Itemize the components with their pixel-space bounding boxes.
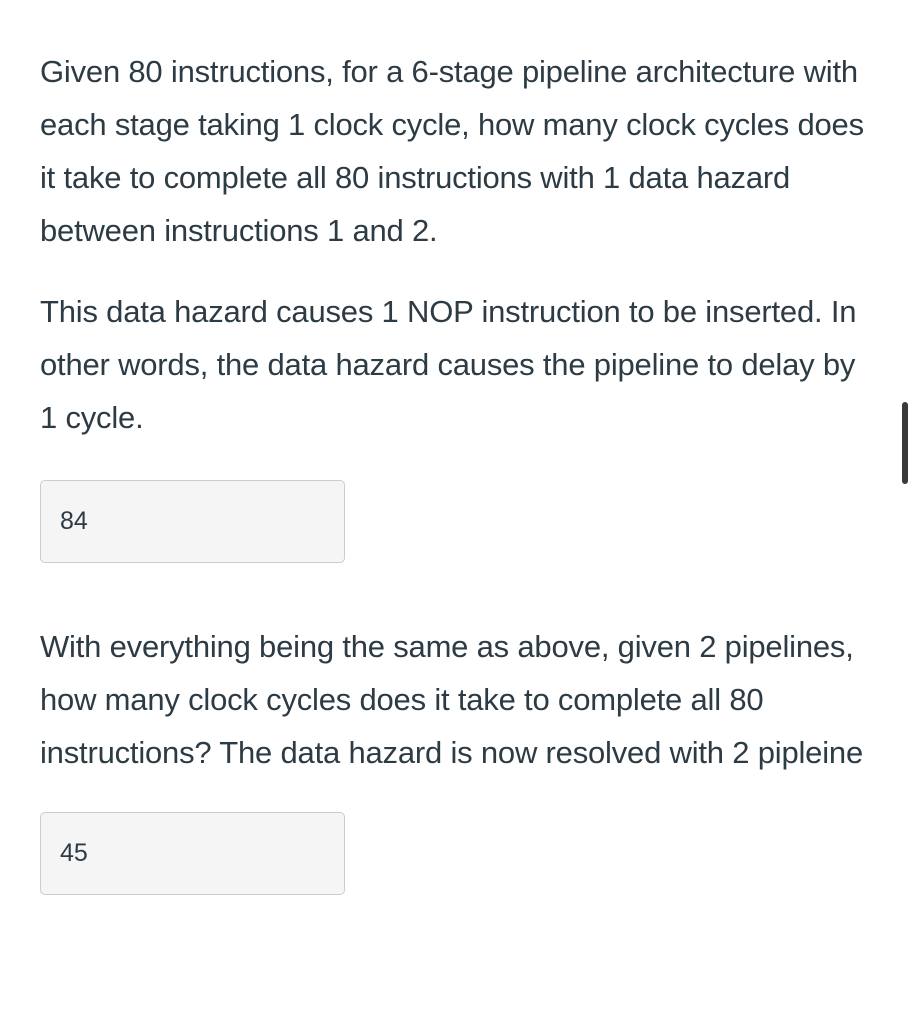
question-2 — [40, 620, 870, 779]
question-1-text: Given 80 instructions, for a 6-stage pipeline architecture with each stage taking 1 clock cycle, how many clock cycles does it take to complete all 80 instructions with 1 data hazard between instructions 1 and 2. — [40, 54, 864, 248]
question-2-text: With everything being the same as above, given 2 pipelines, how many clock cycles does it take to complete all 80 instructions? The data hazard is now resolved with 2 pipleine — [40, 629, 863, 770]
question-1 — [40, 45, 870, 444]
answer-input-1[interactable]: 84 — [40, 480, 345, 563]
scrollbar-thumb[interactable] — [902, 402, 908, 484]
quiz-content — [40, 45, 870, 895]
answer-input-2[interactable]: 45 — [40, 812, 345, 895]
question-1-note: This data hazard causes 1 NOP instruction to be inserted. In other words, the data hazard causes the pipeline to delay by 1 cycle. — [40, 294, 857, 435]
